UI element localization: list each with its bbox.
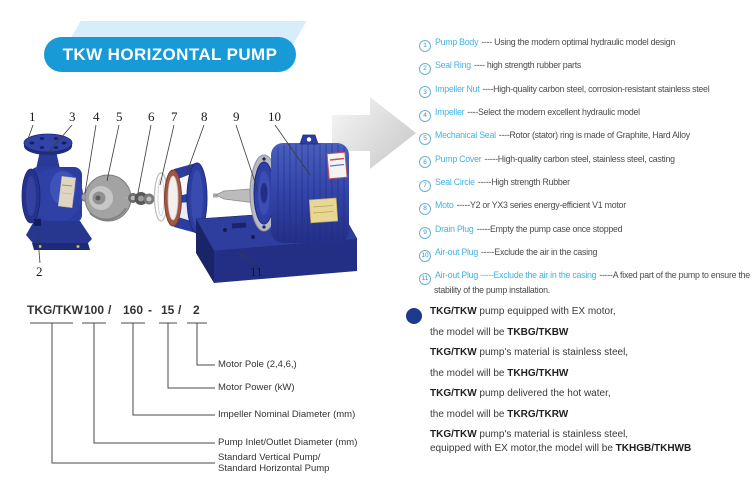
part-item-11 bbox=[419, 270, 756, 296]
bullet-icon bbox=[406, 308, 422, 324]
motor bbox=[250, 135, 349, 243]
callout-3: 3 bbox=[69, 109, 76, 124]
part-name: Pump Cover bbox=[435, 153, 482, 164]
model-code-series: TKG/TKW bbox=[27, 303, 83, 317]
pump-body bbox=[22, 134, 92, 250]
part-desc: -----Exclude the air in the casing bbox=[480, 247, 598, 258]
part-item-1 bbox=[419, 37, 756, 52]
part-desc: ----Select the modern excellent hydraulic model bbox=[467, 107, 640, 118]
label-inlet-diameter: Pump Inlet/Outlet Diameter (mm) bbox=[218, 437, 358, 448]
part-item-7 bbox=[419, 177, 756, 192]
item-number-badge: 1 bbox=[419, 40, 431, 52]
part-name: Pump Body bbox=[435, 37, 479, 47]
part-item-6 bbox=[419, 154, 756, 169]
part-desc: -----High-quality carbon steel, stainless steel, casting bbox=[484, 153, 675, 164]
model-code-sep2: - bbox=[148, 303, 152, 317]
item-number-badge: 8 bbox=[419, 203, 431, 215]
model-name-bold: TKG/TKW bbox=[430, 306, 477, 317]
model-name-bold: TKHGB/TKHWB bbox=[615, 443, 692, 454]
model-code-pole: 2 bbox=[193, 303, 200, 317]
model-name-bold: TKBG/TKBW bbox=[507, 326, 569, 338]
part-desc: ---- Using the modern optimal hydraulic model design bbox=[481, 37, 676, 47]
item-number-badge: 10 bbox=[419, 250, 431, 262]
callout-2: 2 bbox=[36, 264, 43, 279]
part-desc: -----High strength Rubber bbox=[477, 177, 570, 188]
item-number-badge: 11 bbox=[419, 273, 431, 285]
model-code-sep1: / bbox=[108, 303, 112, 317]
part-item-4 bbox=[419, 107, 756, 122]
part-item-9 bbox=[419, 224, 756, 239]
part-name: Moto bbox=[435, 200, 454, 211]
page-title: TKW HORIZONTAL PUMP bbox=[62, 44, 278, 64]
part-item-8 bbox=[419, 200, 756, 215]
callout-10: 10 bbox=[268, 109, 281, 124]
model-code-sep3: / bbox=[178, 303, 182, 317]
model-name-bold: TKG/TKW bbox=[430, 429, 477, 440]
callout-7: 7 bbox=[171, 109, 178, 124]
part-name: Seal Circle bbox=[435, 177, 475, 188]
callout-11: 11 bbox=[250, 264, 263, 279]
label-motor-power: Motor Power (kW) bbox=[218, 382, 295, 393]
model-name-bold: TKG/TKW bbox=[430, 388, 477, 399]
item-number-badge: 2 bbox=[419, 63, 431, 75]
callout-9: 9 bbox=[233, 109, 240, 124]
variant-line-3: TKG/TKW pump's material is stainless steel, bbox=[430, 347, 629, 358]
model-code-impeller: 160 bbox=[123, 303, 144, 317]
part-desc: ---- high strength rubber parts bbox=[473, 60, 582, 71]
item-number-badge: 4 bbox=[419, 110, 431, 122]
label-motor-pole: Motor Pole (2,4,6,) bbox=[218, 359, 297, 370]
callout-5: 5 bbox=[116, 109, 123, 124]
part-item-5 bbox=[419, 130, 756, 145]
part-item-10 bbox=[419, 247, 756, 262]
label-impeller-diameter: Impeller Nominal Diameter (mm) bbox=[218, 409, 356, 420]
part-name: Air-out Plug bbox=[435, 247, 478, 258]
callout-6: 6 bbox=[148, 109, 155, 124]
part-name: Air-out Plug -----Exclude the air in the casing bbox=[435, 270, 597, 281]
part-desc: ----High-quality carbon steel, corrosion-resistant stainless steel bbox=[482, 83, 710, 94]
label-standard-vertical: Standard Vertical Pump/ bbox=[218, 452, 321, 463]
variant-line-7: TKG/TKW pump's material is stainless steel, bbox=[430, 429, 629, 440]
part-name: Impeller Nut bbox=[435, 83, 480, 94]
label-standard-horizontal: Standard Horizontal Pump bbox=[218, 463, 330, 474]
variant-line-5: TKG/TKW pump delivered the hot water, bbox=[430, 388, 611, 399]
part-name: Mechanical Seal bbox=[435, 130, 496, 141]
item-number-badge: 3 bbox=[419, 86, 431, 98]
part-desc: ----Rotor (stator) ring is made of Graphite, Hard Alloy bbox=[498, 130, 690, 141]
model-code-inlet: 100 bbox=[84, 303, 105, 317]
part-desc: -----Y2 or YX3 series energy-efficient V1 motor bbox=[456, 200, 626, 211]
parts-list bbox=[419, 37, 756, 305]
item-number-badge: 5 bbox=[419, 133, 431, 145]
pump-exploded-diagram bbox=[10, 103, 365, 293]
item-number-badge: 6 bbox=[419, 156, 431, 168]
callout-8: 8 bbox=[201, 109, 208, 124]
part-desc: -----Empty the pump case once stopped bbox=[476, 223, 623, 234]
model-code-power: 15 bbox=[161, 303, 175, 317]
variant-line-2: the model will be TKBG/TKBW bbox=[430, 326, 569, 338]
variant-line-4: the model will be TKHG/TKHW bbox=[430, 367, 569, 379]
variant-line-6: the model will be TKRG/TKRW bbox=[430, 408, 569, 420]
variants-section bbox=[430, 306, 752, 464]
part-item-3 bbox=[419, 84, 756, 99]
model-name-bold: TKRG/TKRW bbox=[507, 408, 569, 420]
callout-4: 4 bbox=[93, 109, 100, 124]
part-desc: -----A fixed part of the pump to ensure the stability of the pump installation. bbox=[434, 270, 750, 296]
part-item-2 bbox=[419, 60, 756, 75]
model-name-bold: TKHG/TKHW bbox=[507, 367, 569, 379]
variant-line-8: equipped with EX motor,the model will be TKHGB/TKHWB bbox=[430, 443, 692, 454]
model-name-bold: TKG/TKW bbox=[430, 347, 477, 358]
part-name: Impeller bbox=[435, 107, 465, 118]
variant-line-1: TKG/TKW pump equipped with EX motor, bbox=[430, 306, 616, 317]
item-number-badge: 9 bbox=[419, 227, 431, 239]
item-number-badge: 7 bbox=[419, 180, 431, 192]
part-name: Drain Plug bbox=[435, 223, 474, 234]
callout-1: 1 bbox=[29, 109, 36, 124]
title-banner bbox=[44, 37, 296, 72]
part-name: Seal Ring bbox=[435, 60, 471, 71]
